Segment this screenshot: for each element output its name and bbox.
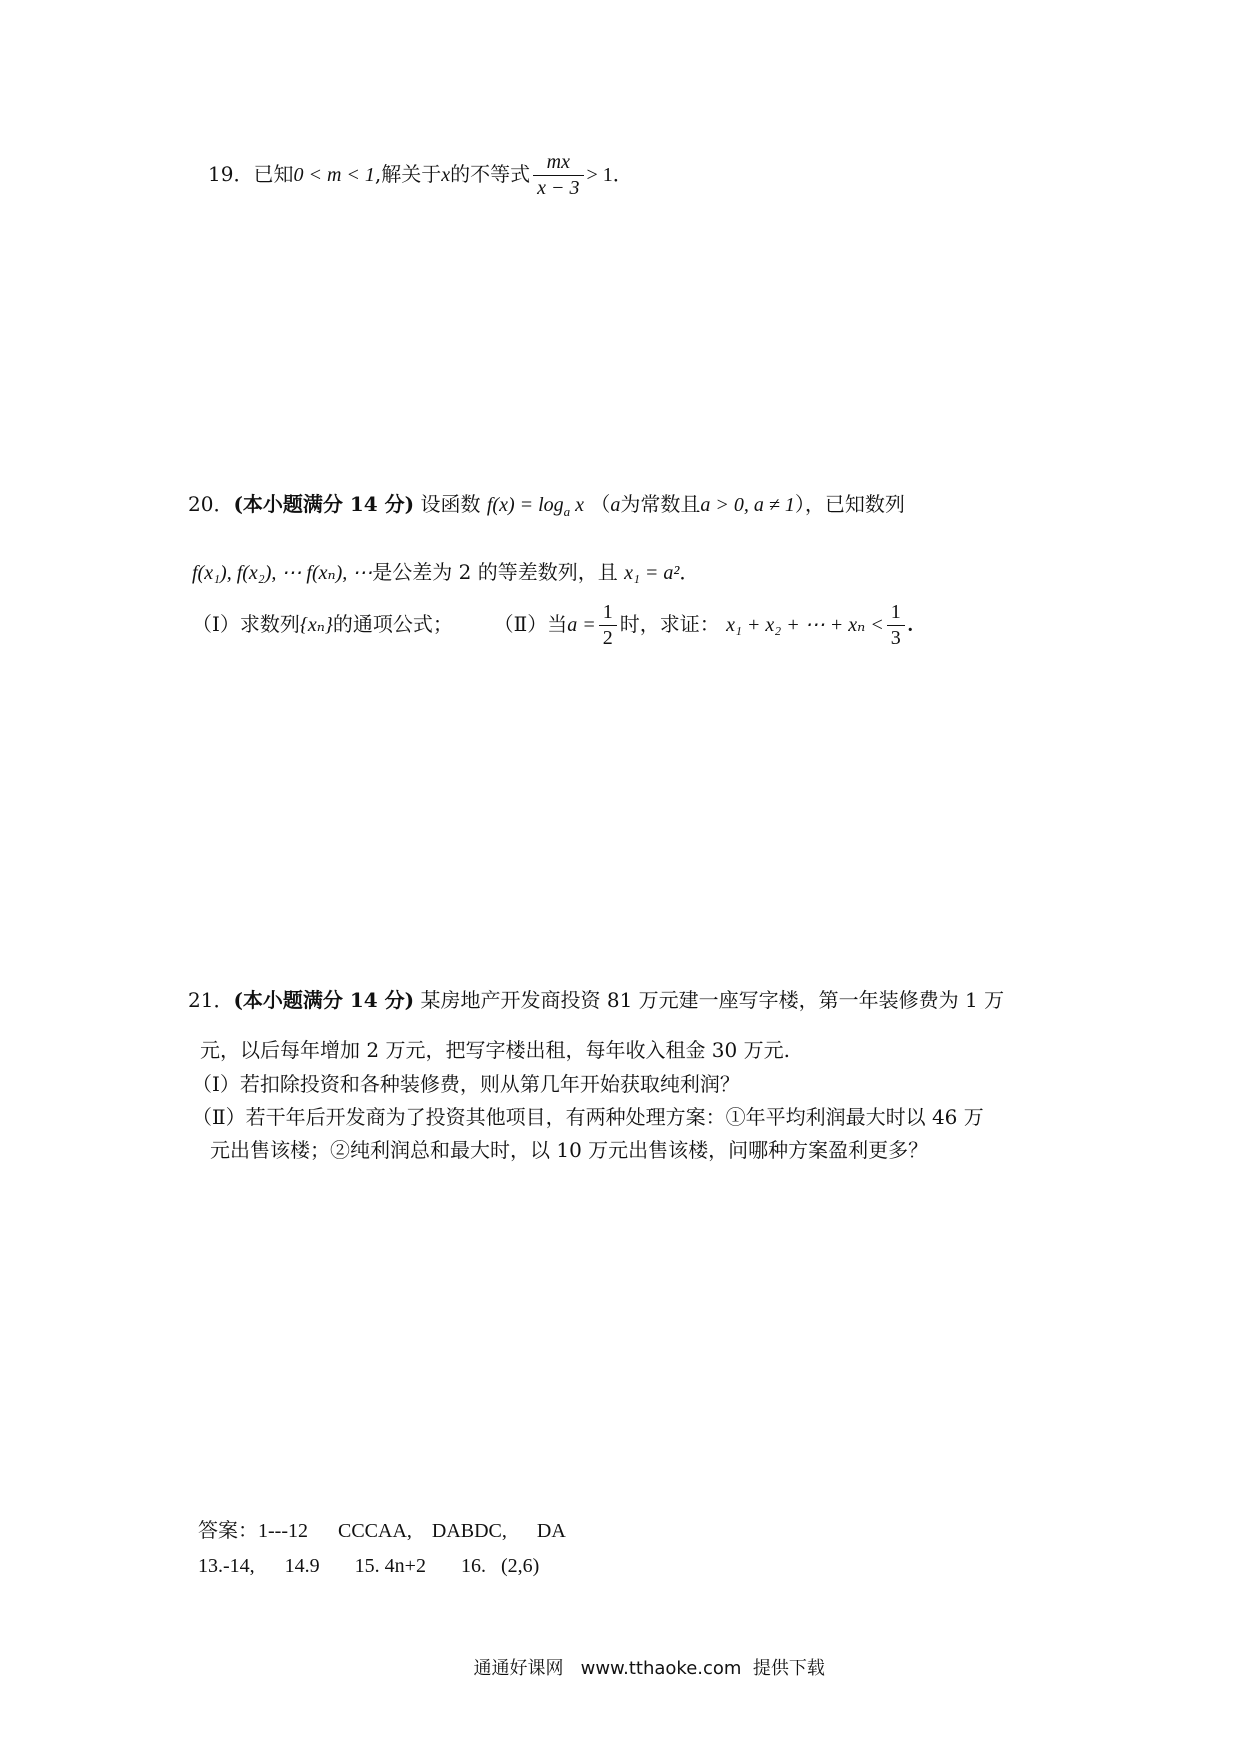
q20-part-1b: 的通项公式； — [332, 612, 453, 636]
q20-third-denominator: 3 — [890, 627, 901, 649]
q20-text-3: 是公差为 2 的等差数列，且 — [372, 560, 618, 584]
q20-a-equals: a = — [567, 614, 596, 636]
q20-text-1: 设函数 — [420, 492, 481, 516]
q19-fraction-numerator: mx — [533, 150, 583, 176]
q20-third-numerator: 1 — [887, 600, 905, 626]
q20-end: . — [907, 614, 913, 636]
q20-sequence: f(x₁), f(x₂), ⋯ f(xₙ), ⋯ — [192, 562, 373, 584]
q20-sum: x₁ + x₂ + ⋯ + xₙ < — [726, 614, 884, 636]
q20-log-arg: x — [570, 494, 585, 516]
q20-a: a — [610, 494, 621, 516]
q20-number: 20． — [188, 492, 234, 516]
q20-part-2: （Ⅱ）当 — [493, 612, 568, 636]
q19-number: 19． — [208, 162, 254, 186]
q20-function: f(x) = log — [486, 494, 564, 516]
question-20-line-3 — [192, 600, 913, 651]
answers-line-2 — [188, 1530, 539, 1578]
question-21-line-2 — [200, 1038, 790, 1062]
q21-score: (本小题满分 14 分) — [233, 988, 415, 1012]
question-21-line-4 — [192, 1105, 984, 1129]
q19-text-1: 已知 — [253, 162, 294, 186]
q20-paren-close: ），已知数列 — [794, 492, 905, 516]
question-21-line-5 — [210, 1138, 928, 1162]
question-21-line-3 — [192, 1072, 740, 1096]
answers-text-2: 13.-14, 14.9 15. 4n+2 16. (2,6) — [198, 1555, 540, 1577]
question-20-line-2 — [192, 560, 699, 585]
q21-text-5: 元出售该楼；②纯利润总和最大时，以 10 万元出售该楼，问哪种方案盈利更多？ — [210, 1138, 929, 1162]
q21-text-3: （Ⅰ）若扣除投资和各种装修费，则从第几年开始获取纯利润？ — [192, 1072, 740, 1096]
q20-set: {xₙ} — [299, 614, 333, 636]
q20-log-base: a — [563, 504, 571, 519]
q21-number: 21． — [188, 988, 234, 1012]
q20-half-denominator: 2 — [602, 627, 613, 649]
q21-text-2: 元，以后每年增加 2 万元，把写字楼出租，每年收入租金 30 万元. — [200, 1038, 790, 1062]
q19-variable: x — [441, 164, 451, 186]
q20-third-fraction — [887, 600, 905, 651]
footer-text: 通通好课网 www.tthaoke.com 提供下载 — [473, 1657, 825, 1679]
q19-fraction — [533, 150, 583, 201]
page-footer — [462, 1636, 825, 1679]
q21-text-1: 某房地产开发商投资 81 万元建一座写字楼，第一年装修费为 1 万 — [420, 988, 1005, 1012]
q19-text-2: ,解关于 — [374, 162, 442, 186]
q19-fraction-denominator: x − 3 — [537, 177, 580, 199]
q20-period: ． — [679, 560, 700, 584]
q19-tail: > 1． — [586, 164, 633, 186]
question-19 — [208, 150, 633, 201]
q19-condition: 0 < m < 1 — [293, 164, 375, 186]
answers-text-1: 答案：1---12 CCCAA, DABDC, DA — [198, 1520, 566, 1542]
question-21-line-1 — [188, 988, 1004, 1012]
q20-text-2: 为常数且 — [620, 492, 701, 516]
q20-half-fraction — [599, 600, 617, 651]
q19-text-3: 的不等式 — [450, 162, 531, 186]
q20-paren-open: （ — [590, 492, 611, 516]
q20-part-2b: 时，求证： — [619, 612, 720, 636]
q20-part-1: （Ⅰ）求数列 — [192, 612, 300, 636]
q20-condition-2: x₁ = a² — [624, 562, 680, 584]
q20-half-numerator: 1 — [599, 600, 617, 626]
q20-condition: a > 0, a ≠ 1 — [700, 494, 795, 516]
q21-text-4: （Ⅱ）若干年后开发商为了投资其他项目，有两种处理方案：①年平均利润最大时以 46 万 — [192, 1105, 984, 1129]
question-20-line-1 — [188, 492, 905, 517]
q20-score: (本小题满分 14 分) — [233, 492, 415, 516]
